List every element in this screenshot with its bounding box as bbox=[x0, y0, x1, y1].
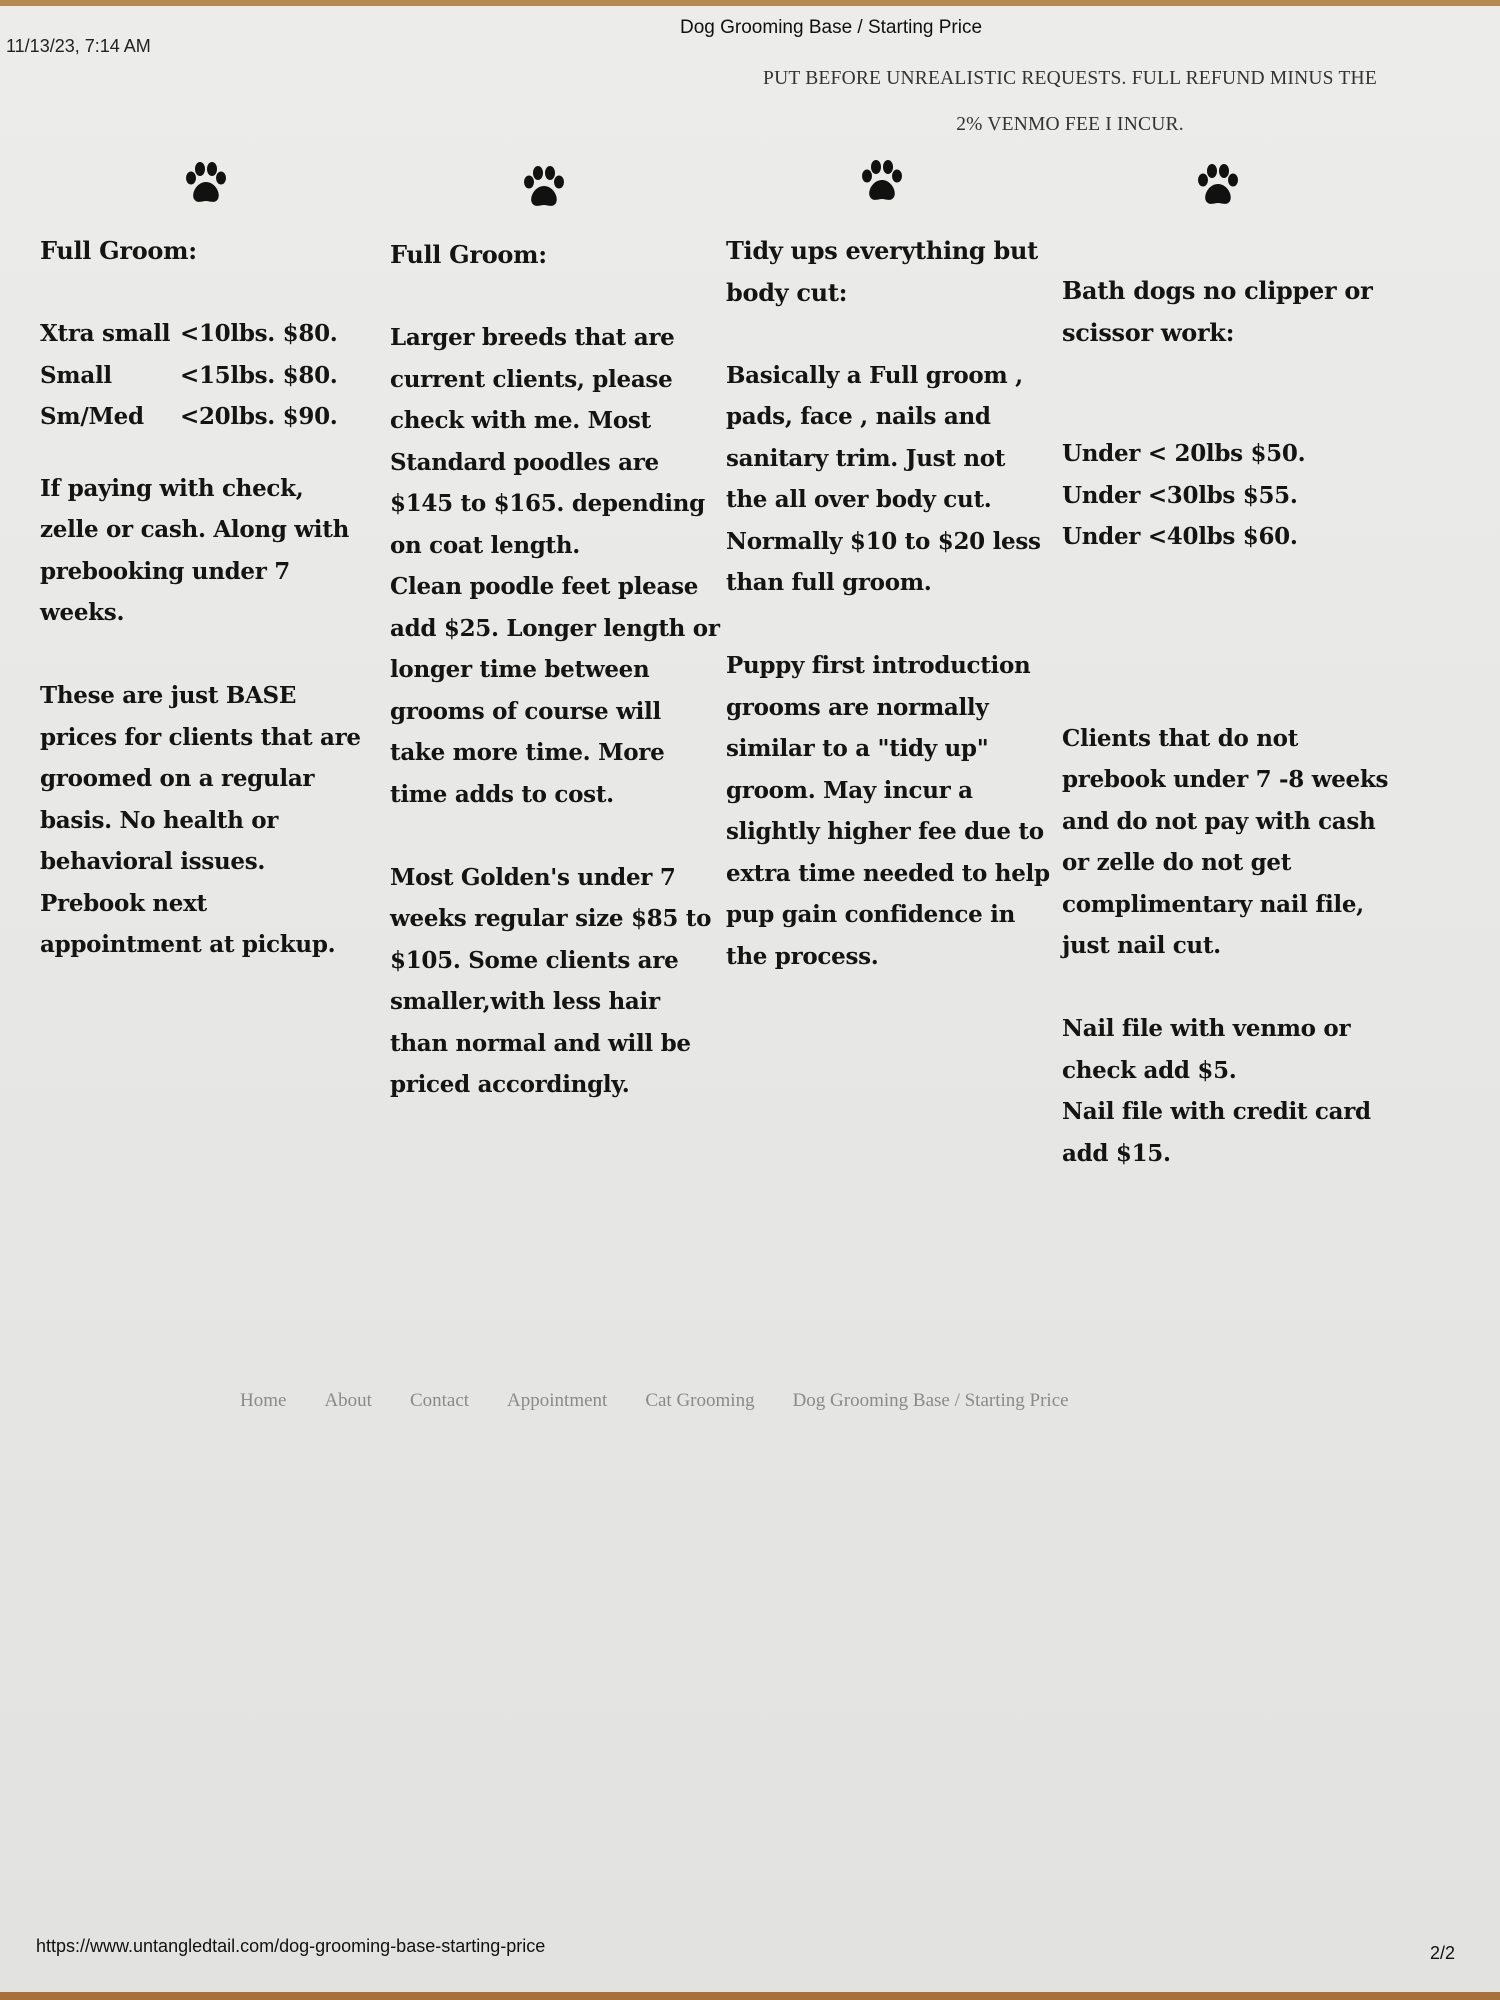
text-line: add $15. bbox=[1062, 1139, 1171, 1167]
column-heading: body cut: bbox=[726, 277, 848, 307]
nav-link-cat-grooming[interactable]: Cat Grooming bbox=[645, 1390, 755, 1411]
text-line: take more time. More bbox=[390, 739, 665, 766]
size-label: Sm/Med bbox=[40, 403, 144, 430]
price-line: Under <40lbs $60. bbox=[1062, 523, 1298, 550]
text-line: current clients, please bbox=[390, 365, 673, 393]
print-page-title: Dog Grooming Base / Starting Price bbox=[680, 17, 983, 38]
text-line: zelle or cash. Along with bbox=[40, 516, 349, 543]
text-line: Normally $10 to $20 less bbox=[726, 527, 1041, 555]
price-row bbox=[40, 313, 380, 355]
text-line: add $25. Longer length or bbox=[390, 614, 720, 642]
text-line: priced accordingly. bbox=[390, 1071, 630, 1098]
text-line: similar to a "tidy up" bbox=[726, 735, 989, 762]
text-line: longer time between bbox=[390, 656, 650, 683]
column-heading: Bath dogs no clipper or bbox=[1062, 276, 1373, 305]
price-row bbox=[40, 355, 380, 397]
print-url: https://www.untangledtail.com/dog-grooming-base-starting-price bbox=[36, 1936, 546, 1956]
size-price: <10lbs. $80. bbox=[180, 320, 338, 347]
text-line: Clients that do not bbox=[1062, 724, 1299, 752]
page-number: 2/2 bbox=[1430, 1943, 1456, 1963]
column-heading: Tidy ups everything but bbox=[726, 236, 1038, 265]
text-line: than normal and will be bbox=[390, 1029, 691, 1057]
text-line: smaller,with less hair bbox=[390, 988, 660, 1015]
paw-icon bbox=[520, 164, 568, 212]
print-datetime: 11/13/23, 7:14 AM bbox=[6, 36, 151, 56]
text-line: just nail cut. bbox=[1062, 932, 1221, 959]
text-line: behavioral issues. bbox=[40, 848, 266, 875]
text-line: prices for clients that are bbox=[40, 723, 361, 751]
text-line: Larger breeds that are bbox=[390, 324, 675, 351]
bath-only-column bbox=[1062, 270, 1412, 1174]
text-line: These are just BASE bbox=[40, 682, 297, 709]
text-line: the all over body cut. bbox=[726, 486, 992, 513]
text-line: check add $5. bbox=[1062, 1056, 1237, 1084]
full-groom-small-column bbox=[40, 230, 380, 966]
refund-notice-line: 2% VENMO FEE I INCUR. bbox=[956, 114, 1184, 135]
text-line: $145 to $165. depending bbox=[390, 490, 705, 517]
text-line: groom. May incur a bbox=[726, 776, 973, 804]
text-line: weeks. bbox=[40, 599, 125, 626]
nav-link-home[interactable]: Home bbox=[240, 1390, 287, 1411]
paw-icon bbox=[182, 160, 230, 208]
text-line: extra time needed to help bbox=[726, 859, 1050, 887]
full-groom-large-column bbox=[390, 234, 720, 1106]
text-line: Puppy first introduction bbox=[726, 652, 1031, 679]
paw-icon bbox=[1194, 162, 1242, 210]
text-line: grooms are normally bbox=[726, 693, 989, 721]
text-line: the process. bbox=[726, 942, 879, 970]
text-line: Most Golden's under 7 bbox=[390, 863, 676, 891]
text-line: appointment at pickup. bbox=[40, 931, 336, 958]
text-line: $105. Some clients are bbox=[390, 946, 679, 974]
text-line: Clean poodle feet please bbox=[390, 573, 699, 600]
text-line: complimentary nail file, bbox=[1062, 890, 1364, 918]
price-line: Under <30lbs $55. bbox=[1062, 481, 1298, 509]
text-line: and do not pay with cash bbox=[1062, 807, 1376, 835]
size-label: Xtra small bbox=[40, 320, 171, 347]
text-line: basis. No health or bbox=[40, 806, 279, 834]
text-line: Prebook next bbox=[40, 889, 207, 917]
size-label: Small bbox=[40, 361, 112, 389]
tidy-up-column bbox=[726, 230, 1056, 977]
text-line: prebook under 7 -8 weeks bbox=[1062, 766, 1389, 793]
text-line: Nail file with credit card bbox=[1062, 1098, 1371, 1125]
price-line: Under < 20lbs $50. bbox=[1062, 440, 1306, 467]
text-line: Basically a Full groom , bbox=[726, 361, 1023, 389]
column-heading: scissor work: bbox=[1062, 317, 1235, 347]
text-line: on coat length. bbox=[390, 531, 580, 559]
text-line: If paying with check, bbox=[40, 474, 304, 502]
text-line: pup gain confidence in bbox=[726, 901, 1015, 928]
text-line: time adds to cost. bbox=[390, 780, 614, 808]
text-line: or zelle do not get bbox=[1062, 849, 1292, 876]
text-line: pads, face , nails and bbox=[726, 403, 991, 430]
footer-nav bbox=[240, 1390, 1069, 1412]
size-price: <20lbs. $90. bbox=[180, 403, 338, 430]
text-line: sanitary trim. Just not bbox=[726, 444, 1006, 472]
column-heading: Full Groom: bbox=[390, 240, 547, 269]
text-line: grooms of course will bbox=[390, 697, 661, 725]
text-line: Nail file with venmo or bbox=[1062, 1015, 1351, 1042]
text-line: groomed on a regular bbox=[40, 765, 315, 792]
nav-link-dog-grooming-price[interactable]: Dog Grooming Base / Starting Price bbox=[792, 1390, 1069, 1411]
text-line: check with me. Most bbox=[390, 407, 651, 434]
refund-notice-line: PUT BEFORE UNREALISTIC REQUESTS. FULL REFUND MINUS THE bbox=[763, 68, 1377, 89]
nav-link-appointment[interactable]: Appointment bbox=[507, 1390, 608, 1411]
text-line: slightly higher fee due to bbox=[726, 818, 1044, 845]
nav-link-about[interactable]: About bbox=[324, 1390, 372, 1411]
text-line: Standard poodles are bbox=[390, 448, 659, 476]
refund-notice bbox=[700, 56, 1440, 148]
size-price: <15lbs. $80. bbox=[180, 361, 338, 389]
table-edge-top bbox=[0, 0, 1500, 6]
price-row bbox=[40, 396, 380, 438]
column-heading: Full Groom: bbox=[40, 236, 197, 265]
nav-link-contact[interactable]: Contact bbox=[409, 1390, 470, 1411]
text-line: prebooking under 7 bbox=[40, 557, 290, 585]
text-line: weeks regular size $85 to bbox=[390, 905, 712, 932]
table-edge-bottom bbox=[0, 1992, 1500, 2000]
paw-icon bbox=[858, 158, 906, 206]
text-line: than full groom. bbox=[726, 569, 932, 596]
